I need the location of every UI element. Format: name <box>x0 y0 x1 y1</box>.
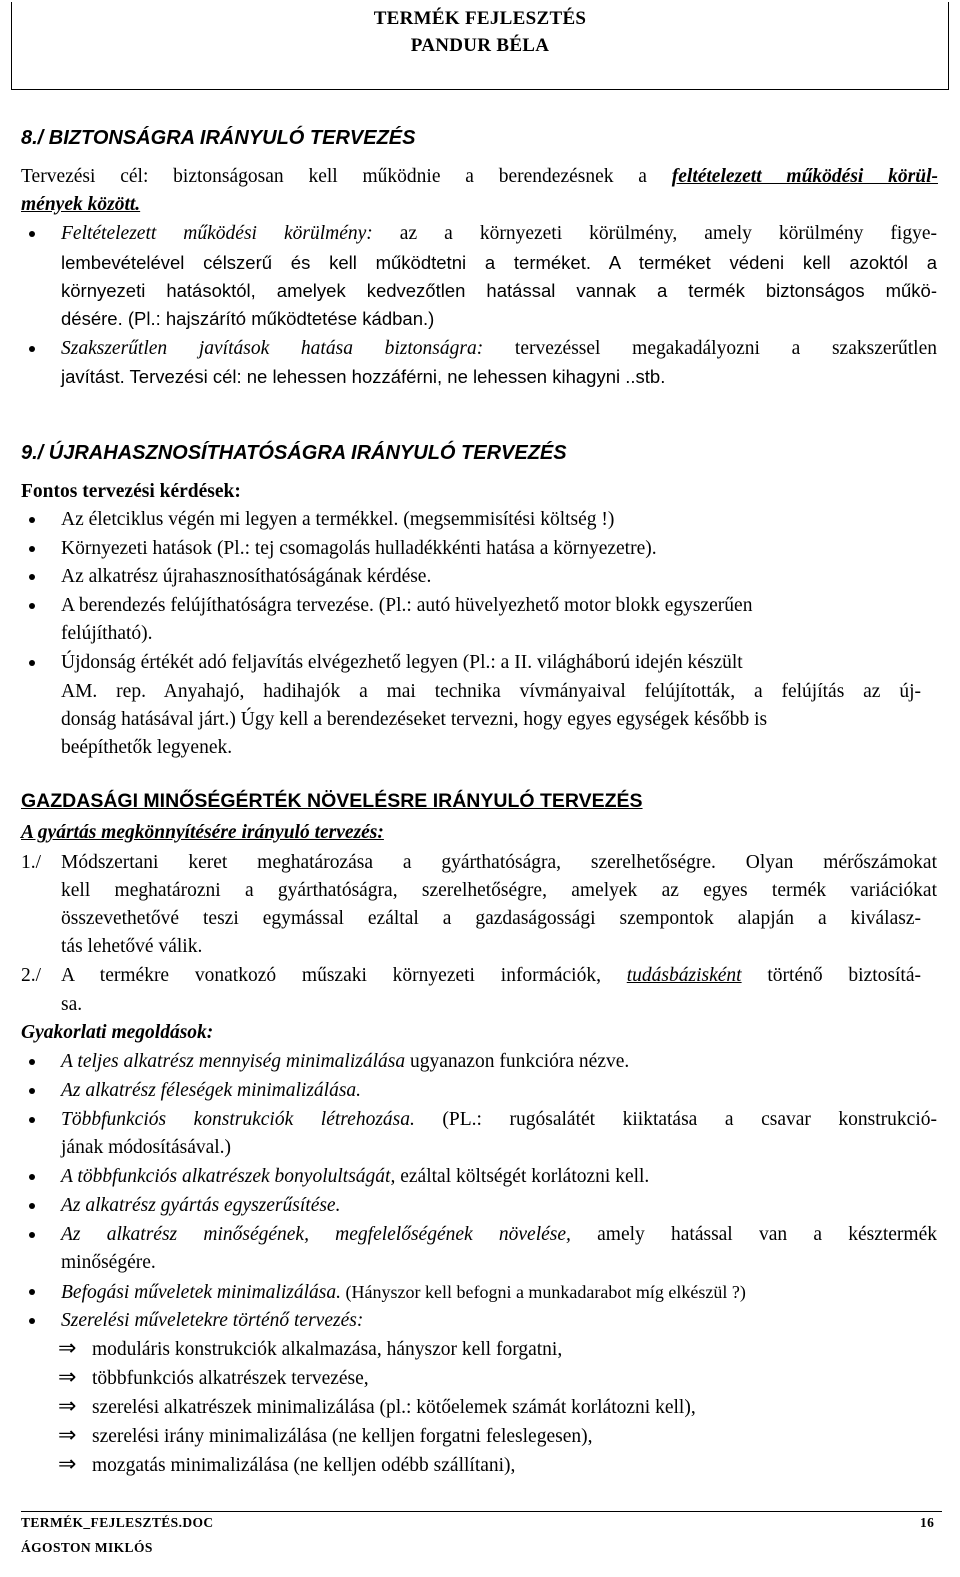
assembly-item-1: moduláris konstrukciók alkalmazása, hányszor kell forgatni, <box>92 1339 563 1360</box>
practical-heading: Gyakorlati megoldások: <box>21 1022 214 1043</box>
s8-b1-l2a: lembevételével célszerű és kell működtetni a terméket. <box>61 252 592 273</box>
p7-text: (Hányszor kell befogni a munkadarabot míg elkészül ?) <box>341 1282 746 1302</box>
s8-b1-term: Feltételezett működési körülmény: <box>61 223 373 244</box>
practical-item-6-line-2: minőségére. <box>61 1252 156 1273</box>
s9-item-4-line-2: felújítható). <box>61 623 153 644</box>
section-9-heading: 9./ ÚJRAHASZNOSÍTHATÓSÁGRA IRÁNYULÓ TERVEZÉS <box>21 442 567 464</box>
s8-b1-line-4: désére. (Pl.: hajszárító működtetése kádban.) <box>61 308 435 329</box>
bullet-dot-icon <box>29 346 35 352</box>
n1-line-2: kell meghatározni a gyárthatóságra, szerelhetőségre, amelyek az egyes termék variációkat <box>61 880 937 901</box>
page-header <box>11 2 949 90</box>
s8-b2-term: Szakszerűtlen javítások hatása biztonságra: <box>61 338 484 359</box>
s9-item-3: Az alkatrész újrahasznosíthatóságának kérdése. <box>61 566 432 587</box>
p4-text: ezáltal költségét korlátozni kell. <box>395 1166 650 1187</box>
assembly-item-4: szerelési irány minimalizálása (ne kelljen forgatni feleslegesen), <box>92 1426 593 1447</box>
practical-item-6 <box>61 1221 937 1249</box>
n2-number: 2./ <box>21 965 42 986</box>
s8-b1-line-2 <box>61 249 937 277</box>
footer-page-number: 16 <box>920 1515 935 1530</box>
assembly-item-3: szerelési alkatrészek minimalizálása (pl.: kötőelemek számát korlátozni kell), <box>92 1397 696 1418</box>
p3-term: Többfunkciós konstrukciók létrehozása. <box>61 1109 415 1130</box>
s8-goal-line <box>21 163 938 191</box>
practical-item-5: Az alkatrész gyártás egyszerűsítése. <box>61 1195 341 1216</box>
n1-line-3: összevethetővé teszi egymással ezáltal a gazdaságossági szempontok alapján a kiválasz- <box>61 908 921 929</box>
s8-b2-line-2: javítást. Tervezési cél: ne lehessen hozzáférni, ne lehessen kihagyni ..stb. <box>61 366 666 387</box>
double-right-arrow-icon: ⇒ <box>58 1336 77 1361</box>
header-author: PANDUR BÉLA <box>410 35 550 56</box>
s9-item-4-line-1: A berendezés felújíthatóságra tervezése. (Pl.: autó hüvelyezhető motor blokk egyszerűen <box>61 595 753 616</box>
p6-text: amely hatással van a késztermék <box>570 1224 937 1245</box>
p3-text: (PL.: rugósalátét kiiktatása a csavar konstrukció- <box>414 1109 937 1130</box>
n2-emph: tudásbázisként <box>626 965 742 986</box>
s9-item-2: Környezeti hatások (Pl.: tej csomagolás hulladékkénti hatása a környezetre). <box>61 538 657 559</box>
assembly-item-5: mozgatás minimalizálása (ne kelljen odébb szállítani), <box>92 1455 516 1476</box>
p1-term: A teljes alkatrész mennyiség minimalizálása <box>61 1051 406 1072</box>
practical-item-4 <box>61 1163 649 1191</box>
s9-subheading: Fontos tervezési kérdések: <box>21 481 241 502</box>
bullet-dot-icon <box>29 603 35 609</box>
footer-file: TERMÉK_FEJLESZTÉS.DOC <box>21 1515 214 1530</box>
n1-line-1: Módszertani keret meghatározása a gyárthatóságra, szerelhetőségre. Olyan mérőszámokat <box>61 852 937 873</box>
s10-subheading: A gyártás megkönnyítésére irányuló tervezés: <box>21 822 384 843</box>
section-economic-heading: GAZDASÁGI MINŐSÉGÉRTÉK NÖVELÉSRE IRÁNYULÓ TERVEZÉS <box>21 790 643 812</box>
p4-term: A többfunkciós alkatrészek bonyolultságát, <box>61 1166 396 1187</box>
bullet-dot-icon <box>29 660 35 666</box>
s8-b1-text: az a környezeti körülmény, amely körülmény figye- <box>372 223 937 244</box>
s8-goal-text: Tervezési cél: biztonságosan kell működnie a berendezésnek a <box>21 166 672 187</box>
bullet-dot-icon <box>29 1289 35 1295</box>
bullet-dot-icon <box>29 546 35 552</box>
n2-text-c: történő biztosítá- <box>741 965 921 986</box>
header-title: TERMÉK FEJLESZTÉS <box>373 8 587 29</box>
n2-line-1 <box>61 962 921 990</box>
s8-b2-line-1 <box>61 335 937 363</box>
n2-line-2: sa. <box>61 994 83 1015</box>
double-right-arrow-icon: ⇒ <box>58 1394 77 1419</box>
s8-goal-emph: feltételezett működési körül- <box>671 166 938 187</box>
s8-goal-emph-2: mények között. <box>21 194 141 215</box>
practical-item-2: Az alkatrész féleségek minimalizálása. <box>61 1080 362 1101</box>
n2-text-a: A termékre vonatkozó műszaki környezeti információk, <box>61 965 627 986</box>
practical-item-3 <box>61 1106 937 1134</box>
practical-item-3-line-2: jának módosításával.) <box>61 1137 232 1158</box>
section-8-heading: 8./ BIZTONSÁGRA IRÁNYULÓ TERVEZÉS <box>21 127 416 149</box>
p1-text: ugyanazon funkcióra nézve. <box>405 1051 630 1072</box>
bullet-dot-icon <box>29 574 35 580</box>
bullet-dot-icon <box>29 1318 35 1324</box>
n1-line-4: tás lehetővé válik. <box>61 936 203 957</box>
s9-item-5-line-1: Újdonság értékét adó feljavítás elvégezhető legyen (Pl.: a II. világháború idején készült <box>61 652 743 673</box>
footer-author: ÁGOSTON MIKLÓS <box>21 1540 153 1555</box>
practical-item-1 <box>61 1048 629 1076</box>
s8-b1-line-1 <box>61 220 937 248</box>
s9-item-5-line-2: AM. rep. Anyahajó, hadihajók a mai technika vívmányaival felújították, a felújítás az új- <box>61 681 921 702</box>
s8-goal-line-2 <box>21 191 140 219</box>
practical-item-7 <box>61 1278 746 1307</box>
bullet-dot-icon <box>29 517 35 523</box>
bullet-dot-icon <box>29 1059 35 1065</box>
double-right-arrow-icon: ⇒ <box>58 1365 77 1390</box>
bullet-dot-icon <box>29 1232 35 1238</box>
p7-term: Befogási műveletek minimalizálása. <box>61 1282 341 1303</box>
s9-item-1: Az életciklus végén mi legyen a termékkel. (megsemmisítési költség !) <box>61 509 615 530</box>
s9-item-5-line-3: donság hatásával járt.) Úgy kell a berendezéseket tervezni, hogy egyes egységek később is <box>61 709 768 730</box>
bullet-dot-icon <box>29 1117 35 1123</box>
s9-item-5-line-4: beépíthetők legyenek. <box>61 737 233 758</box>
bullet-dot-icon <box>29 1203 35 1209</box>
footer-rule <box>21 1511 942 1512</box>
p6-term: Az alkatrész minőségének, megfelelőségének növelése, <box>61 1224 571 1245</box>
s8-b1-l2b: A terméket védeni kell azoktól a <box>591 252 937 273</box>
bullet-dot-icon <box>29 1088 35 1094</box>
bullet-dot-icon <box>29 1174 35 1180</box>
practical-item-8: Szerelési műveletekre történő tervezés: <box>61 1310 364 1331</box>
double-right-arrow-icon: ⇒ <box>58 1423 77 1448</box>
s8-b2-text: tervezéssel megakadályozni a szakszerűtlen <box>483 338 937 359</box>
s8-b1-line-3: környezeti hatásoktól, amelyek kedvezőtlen hatással vannak a termék biztonságos műkö- <box>61 280 937 301</box>
assembly-item-2: többfunkciós alkatrészek tervezése, <box>92 1368 369 1389</box>
n1-number: 1./ <box>21 852 42 873</box>
double-right-arrow-icon: ⇒ <box>58 1452 77 1477</box>
bullet-dot-icon <box>29 231 35 237</box>
